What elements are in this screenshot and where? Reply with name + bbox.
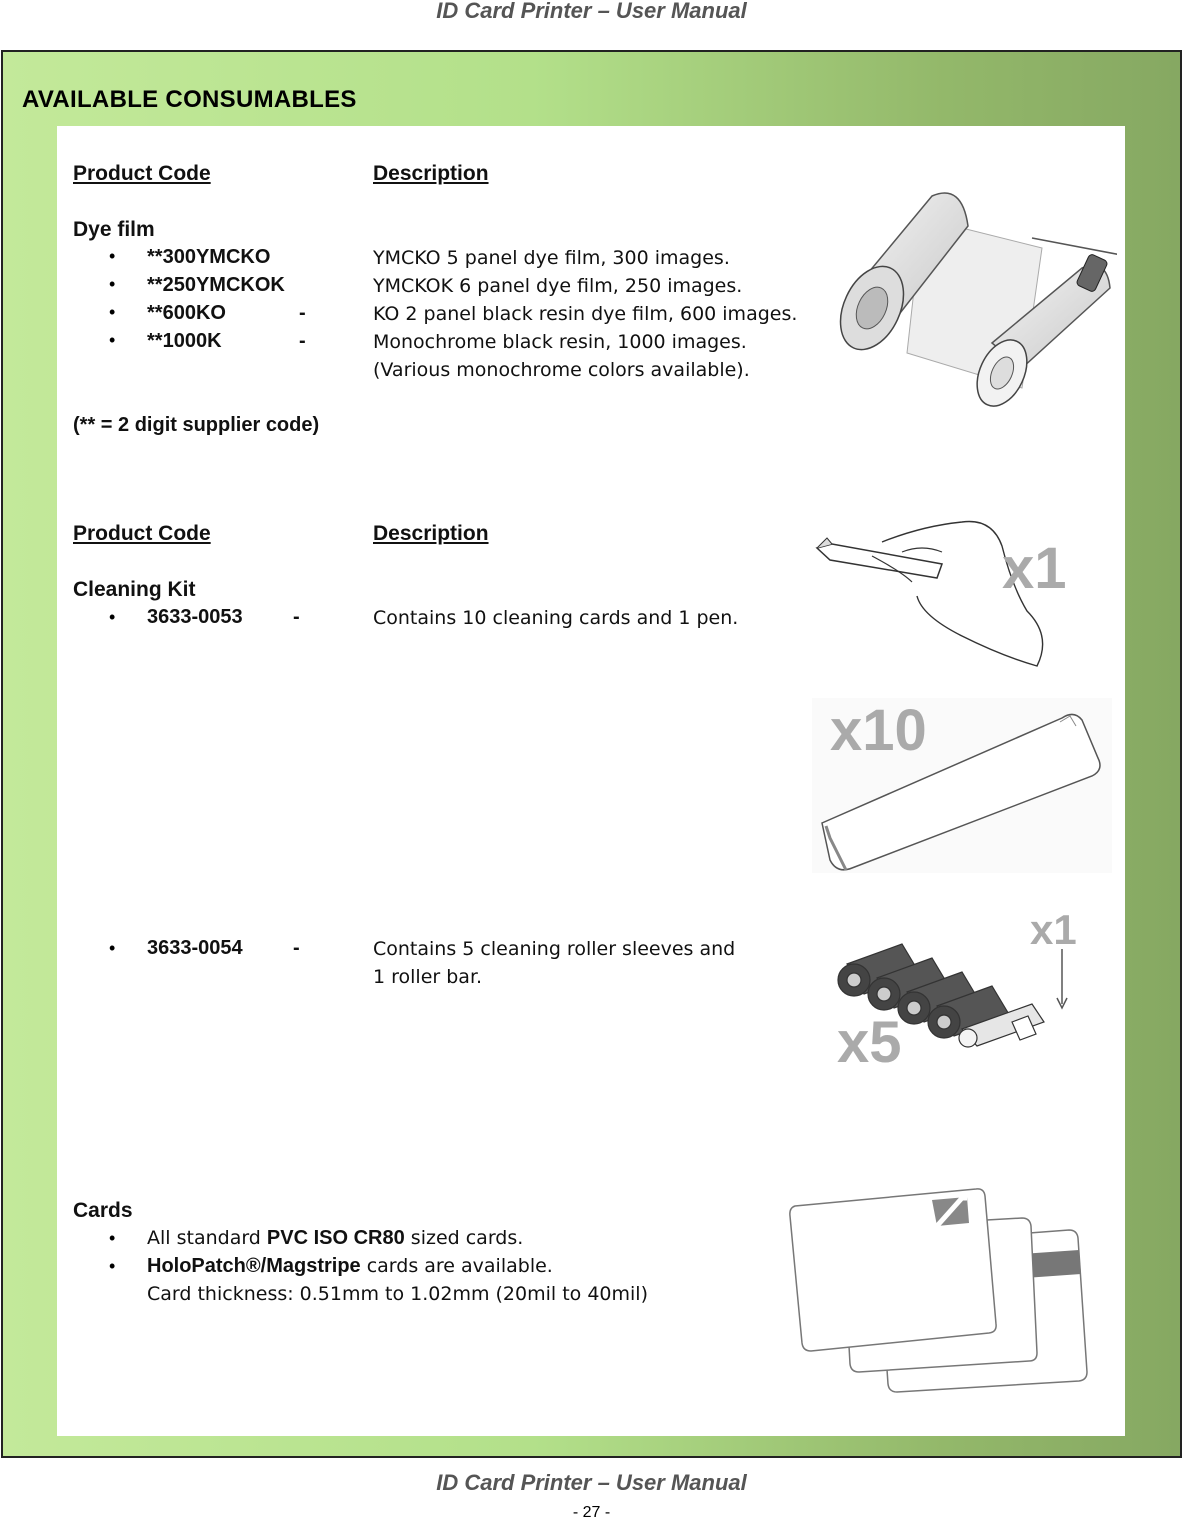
pen-qty-label: x1 [1002,536,1067,601]
dye-col-desc-header: Description [373,162,489,185]
cards-item1-post: sized cards. [404,1227,524,1249]
clean-code: 3633-0053 [147,606,243,628]
dye-film-heading: Dye film [73,218,155,241]
cards-item1-bold: PVC ISO CR80 [266,1227,405,1249]
supplier-code-note: (** = 2 digit supplier code) [73,414,320,436]
dye-dash: - [299,302,306,324]
content-panel [57,126,1125,1436]
bullet [109,274,115,295]
page-number: - 27 - [572,1504,611,1521]
bullet [109,302,115,323]
clean-code: 3633-0054 [147,937,243,959]
cards-heading: Cards [73,1199,133,1222]
dye-col-code-header: Product Code [73,162,211,185]
cards-item1-pre: All standard [147,1227,267,1249]
page-footer: ID Card Printer – User Manual [436,1470,747,1495]
bullet [109,246,115,267]
cards-item2-bold: HoloPatch®/Magstripe [147,1255,361,1277]
roller-illustration [832,894,1092,1069]
dye-prefix: ** [147,302,163,324]
dye-desc: YMCKO 5 panel dye film, 300 images. [373,247,730,269]
bullet [109,330,115,351]
dye-desc: YMCKOK 6 panel dye film, 250 images. [373,275,743,297]
card-qty-label: x10 [830,698,927,763]
pen-illustration [812,516,1087,671]
clean-col-code-header: Product Code [73,522,211,545]
dye-code: 1000K [162,330,222,352]
bullet [109,938,115,959]
dye-code: 300YMCKO [162,246,271,268]
dye-desc: Monochrome black resin, 1000 images. [373,331,747,353]
bullet [109,1256,115,1277]
cards-thickness: Card thickness: 0.51mm to 1.02mm (20mil to 40mil) [147,1283,648,1305]
dye-prefix: ** [147,274,163,296]
sleeve-qty-label: x5 [837,1010,902,1069]
dye-code: 600KO [162,302,226,324]
cards-item2-post: cards are available. [360,1255,553,1277]
clean-col-desc-header: Description [373,522,489,545]
dye-dash: - [299,330,306,352]
dye-prefix: ** [147,330,163,352]
clean-dash: - [293,937,300,959]
clean-desc: Contains 10 cleaning cards and 1 pen. [373,607,739,629]
clean-dash: - [293,606,300,628]
dye-code: 250YMCKOK [162,274,285,296]
page-header: ID Card Printer – User Manual [436,0,747,23]
dye-desc-line2: (Various monochrome colors available). [373,359,750,381]
cards-illustration [787,1188,1092,1398]
clean-desc-line2: 1 roller bar. [373,966,483,988]
bullet [109,607,115,628]
roller-bar-qty-label: x1 [1030,906,1077,953]
section-title: AVAILABLE CONSUMABLES [22,86,357,113]
cleaning-card-illustration [812,698,1112,873]
dye-desc: KO 2 panel black resin dye film, 600 images. [373,303,798,325]
bullet [109,1228,115,1249]
dye-prefix: ** [147,246,163,268]
cleaning-kit-heading: Cleaning Kit [73,578,196,601]
clean-desc: Contains 5 cleaning roller sleeves and [373,938,736,960]
ribbon-illustration [832,178,1117,413]
